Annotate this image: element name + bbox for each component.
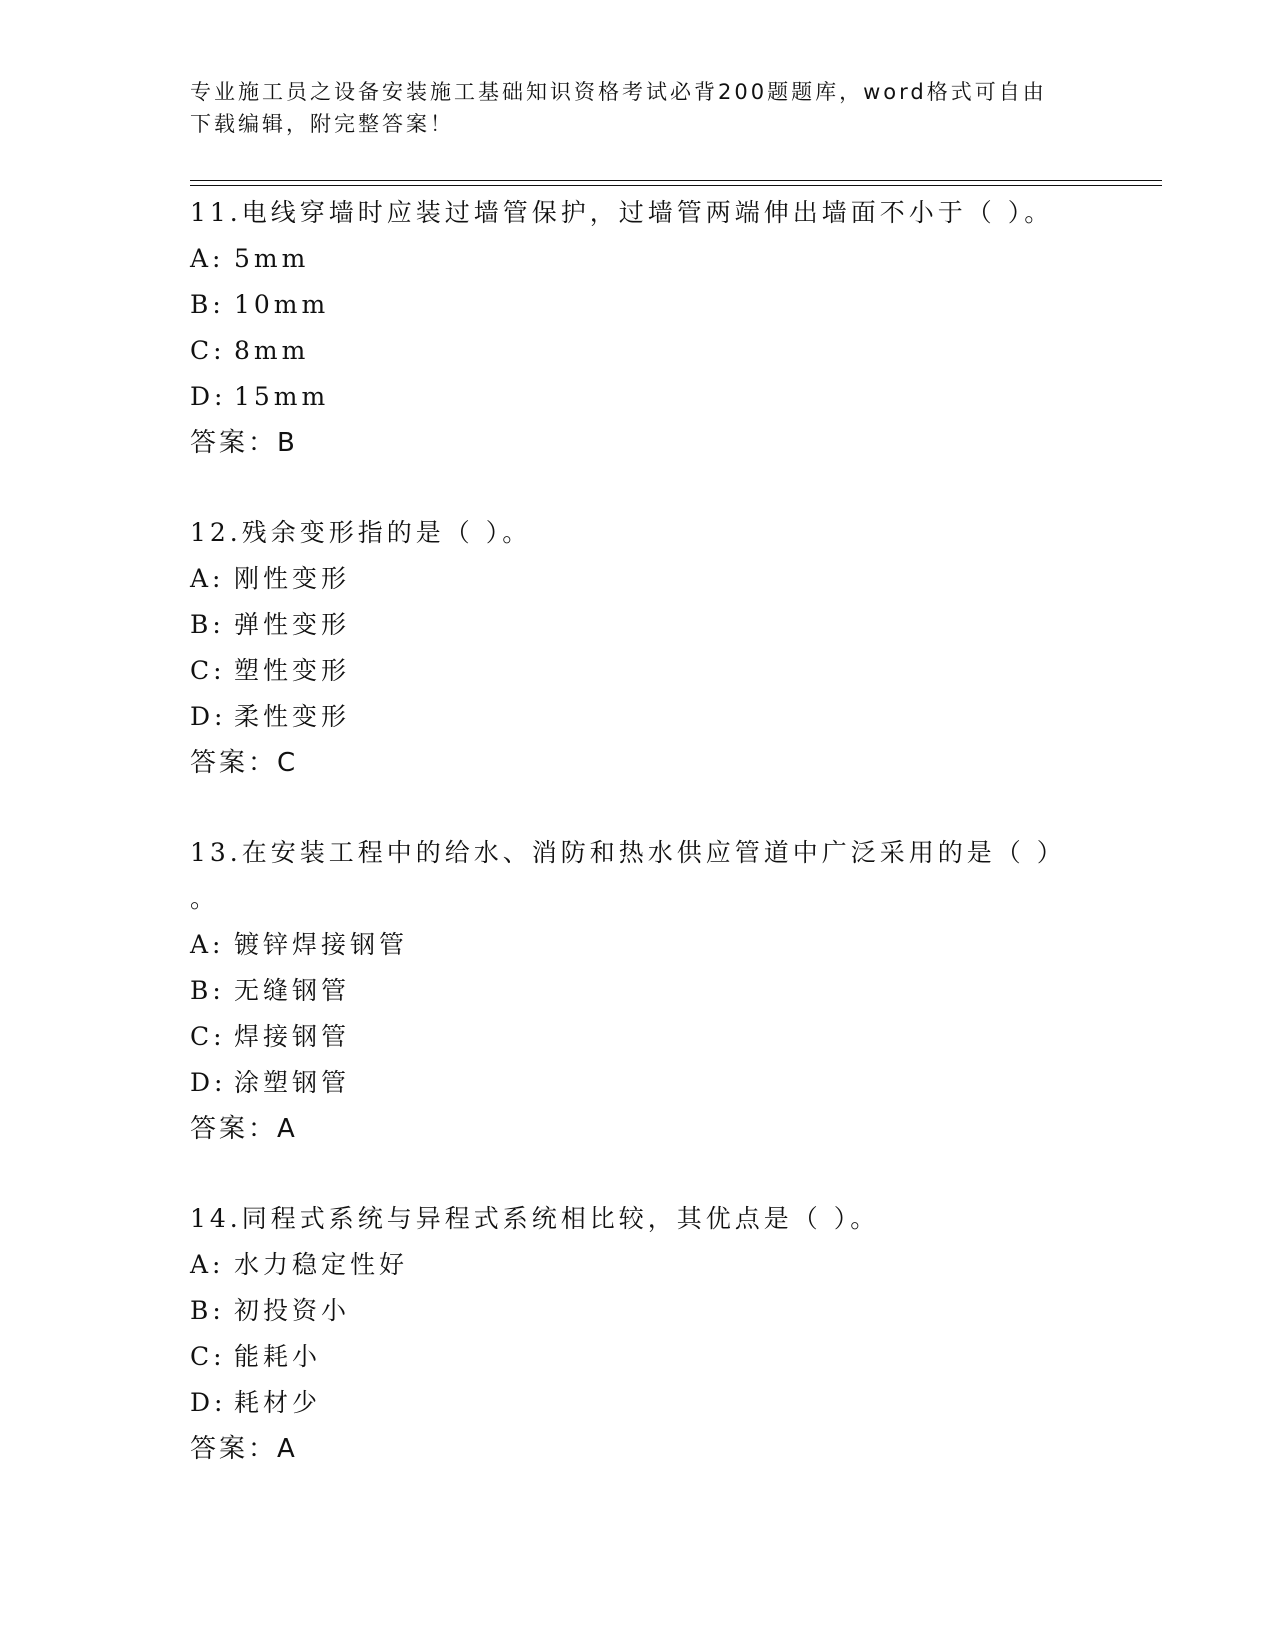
option-c xyxy=(190,328,1090,374)
question-text-continuation: 。 xyxy=(190,884,220,913)
question-11 xyxy=(190,190,1090,466)
question-text: 11.电线穿墙时应装过墙管保护，过墙管两端伸出墙面不小于（ ）。 xyxy=(190,198,1054,227)
option-d xyxy=(190,374,1090,420)
answer-line: 答案：B xyxy=(190,428,298,458)
option-text: 镀锌焊接钢管 xyxy=(234,930,409,959)
option-b xyxy=(190,602,1090,648)
option-text: 初投资小 xyxy=(234,1296,351,1325)
option-letter: B: xyxy=(190,1296,225,1325)
option-text: 10mm xyxy=(234,290,330,319)
option-letter: C: xyxy=(190,1022,226,1051)
option-letter: A: xyxy=(190,930,225,959)
option-letter: C: xyxy=(190,1342,226,1371)
option-text: 5mm xyxy=(234,244,310,273)
option-d xyxy=(190,1060,1090,1106)
question-14 xyxy=(190,1196,1090,1472)
option-text: 焊接钢管 xyxy=(234,1022,351,1051)
option-text: 无缝钢管 xyxy=(234,976,351,1005)
document-header xyxy=(190,76,1090,140)
option-letter: A: xyxy=(190,564,225,593)
option-letter: B: xyxy=(190,976,225,1005)
option-text: 柔性变形 xyxy=(234,702,351,731)
option-c xyxy=(190,1014,1090,1060)
option-b xyxy=(190,282,1090,328)
question-13 xyxy=(190,830,1090,1152)
option-a xyxy=(190,922,1090,968)
option-text: 水力稳定性好 xyxy=(234,1250,409,1279)
question-text: 13.在安装工程中的给水、消防和热水供应管道中广泛采用的是（ ） xyxy=(190,838,1066,867)
option-text: 15mm xyxy=(234,382,330,411)
option-d xyxy=(190,1380,1090,1426)
option-a xyxy=(190,236,1090,282)
option-letter: B: xyxy=(190,610,225,639)
option-c xyxy=(190,1334,1090,1380)
option-letter: C: xyxy=(190,336,226,365)
option-text: 涂塑钢管 xyxy=(234,1068,351,1097)
option-text: 刚性变形 xyxy=(234,564,351,593)
answer-line: 答案：C xyxy=(190,748,299,778)
option-text: 能耗小 xyxy=(234,1342,322,1371)
question-text: 12.残余变形指的是（ ）。 xyxy=(190,518,532,547)
option-d xyxy=(190,694,1090,740)
option-letter: D: xyxy=(190,1388,227,1417)
option-letter: D: xyxy=(190,702,227,731)
header-divider-top xyxy=(190,180,1162,181)
option-a xyxy=(190,556,1090,602)
option-b xyxy=(190,1288,1090,1334)
option-letter: A: xyxy=(190,1250,225,1279)
header-line-1: 专业施工员之设备安装施工基础知识资格考试必背200题题库，word格式可自由 xyxy=(190,80,1047,104)
question-text: 14.同程式系统与异程式系统相比较，其优点是（ ）。 xyxy=(190,1204,880,1233)
option-text: 塑性变形 xyxy=(234,656,351,685)
question-12 xyxy=(190,510,1090,786)
option-text: 8mm xyxy=(234,336,310,365)
header-line-2: 下载编辑，附完整答案！ xyxy=(190,112,454,136)
option-letter: C: xyxy=(190,656,226,685)
option-text: 弹性变形 xyxy=(234,610,351,639)
answer-line: 答案：A xyxy=(190,1434,298,1464)
option-letter: D: xyxy=(190,1068,227,1097)
option-letter: D: xyxy=(190,382,227,411)
answer-line: 答案：A xyxy=(190,1114,298,1144)
option-c xyxy=(190,648,1090,694)
option-letter: A: xyxy=(190,244,225,273)
option-text: 耗材少 xyxy=(234,1388,322,1417)
option-letter: B: xyxy=(190,290,225,319)
header-divider-bottom xyxy=(190,185,1162,186)
option-a xyxy=(190,1242,1090,1288)
option-b xyxy=(190,968,1090,1014)
